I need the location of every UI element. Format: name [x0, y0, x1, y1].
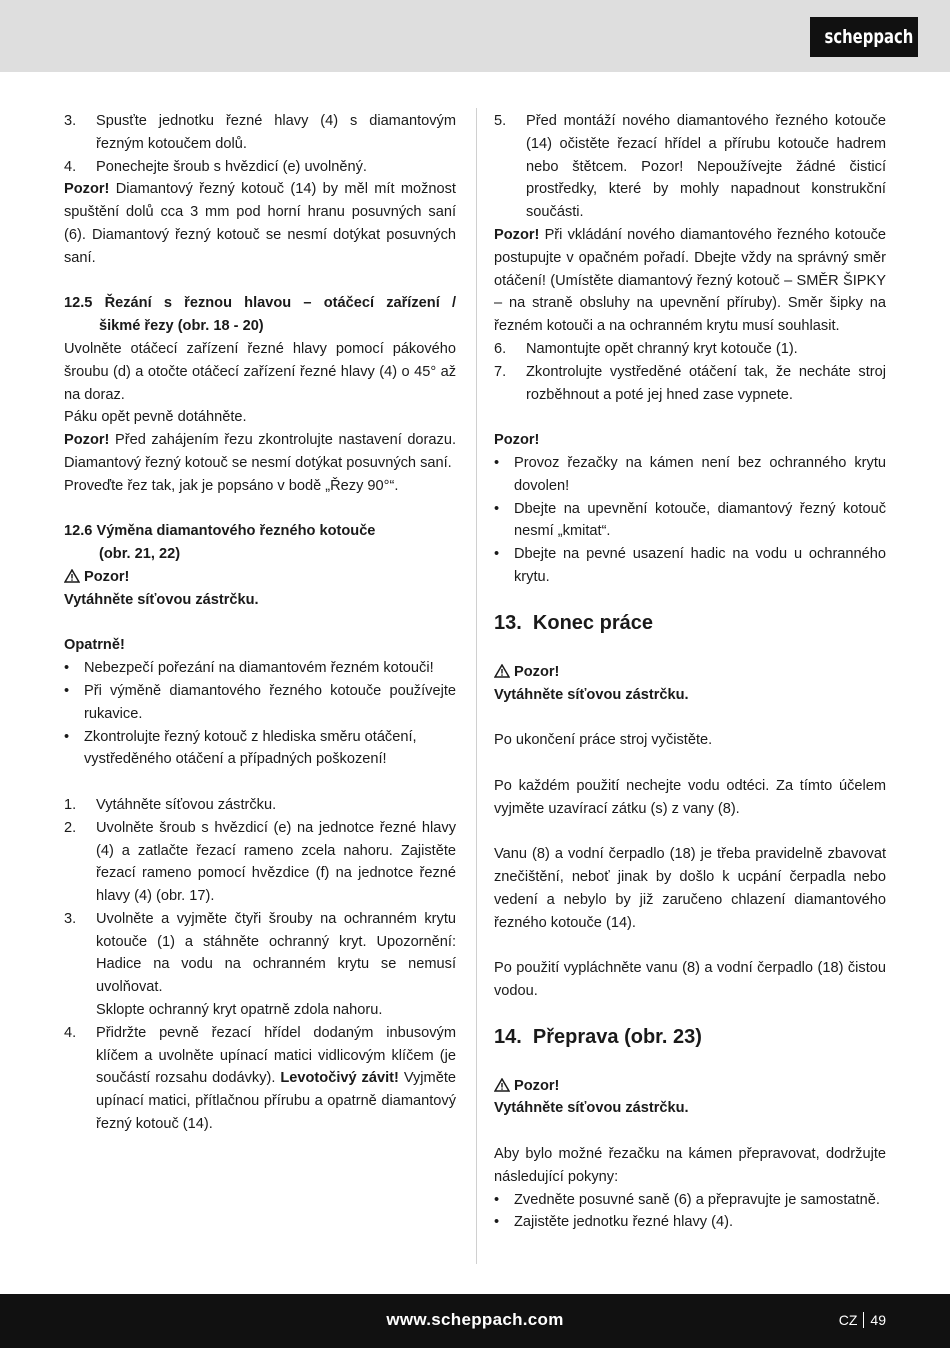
bullet-item — [64, 726, 456, 772]
bullet-text: Při výměně diamantového řezného kotouče používejte rukavice. — [84, 682, 456, 722]
step-number: 4. — [64, 158, 77, 175]
caution-text: Při vkládání nového diamantového řezného kotouče postupujte v opačném pořadí. Dbejte vždy na správný směr otáčení! (Umístěte diamantový řezný kotouč – SMĚR ŠIPKY – na straně obsluhy na upevnění příruby). Směr šipky na řezném kotouči a na ochranném krytu musí souhlasit. — [494, 226, 886, 335]
bullet-dot: • — [494, 500, 500, 517]
bullet-dot: • — [64, 660, 70, 677]
step-number: 6. — [494, 340, 507, 357]
step-text — [96, 908, 456, 1022]
bullet-item — [64, 680, 456, 726]
step-item — [64, 817, 456, 908]
bullet-item — [494, 452, 886, 498]
caution-text: Diamantový řezný kotouč (14) by měl mít možnost spuštění dolů cca 3 mm pod horní hranu posuvných saní (6). Diamantový řezný kotouč se nesmí dotýkat posuvných saní. — [64, 181, 456, 266]
step-text: Před montáží nového diamantového řezného kotouče (14) očistěte řezací hřídel a přírubu kotouče hadrem nebo štětcem. Pozor! Nepoužívejte žádné čisticí prostředky, které by mohly napadnout konstrukční součásti. — [526, 113, 886, 221]
paragraph: Po použití vypláchněte vanu (8) a vodní čerpadlo (18) čistou vodou. — [494, 960, 886, 999]
bullet-item — [64, 657, 456, 680]
caution-label: Pozor! — [64, 181, 110, 198]
section-heading-12-5 — [64, 292, 456, 338]
bullet-dot: • — [64, 728, 70, 745]
footer-url-link[interactable]: www.scheppach.com — [386, 1310, 564, 1329]
caution-note — [64, 178, 456, 269]
warning-triangle-icon — [494, 664, 510, 678]
bullet-dot: • — [494, 1214, 500, 1231]
step-item — [494, 361, 886, 407]
warning-text: Vytáhněte síťovou zástrčku. — [494, 686, 689, 703]
step-number: 4. — [64, 1024, 77, 1041]
step-text-part: Sklopte ochranný kryt opatrně zdola nahoru. — [96, 1002, 383, 1019]
paragraph: Páku opět pevně dotáhněte. — [64, 409, 247, 426]
paragraph: Uvolněte otáčecí zařízení řezné hlavy pomocí pákového šroubu (d) a otočte otáčecí zařízení řezné hlavy (4) o 45° až na doraz. — [64, 340, 456, 403]
page-number: 49 — [870, 1312, 886, 1328]
brand-logo — [810, 17, 918, 57]
step-item — [64, 156, 456, 179]
bullet-item — [494, 1211, 886, 1234]
bullet-text: Provoz řezačky na kámen není bez ochranného krytu dovolen! — [514, 454, 886, 494]
step-text: Spusťte jednotku řezné hlavy (4) s diamantovým řezným kotoučem dolů. — [96, 113, 456, 152]
caution-label: Pozor! — [64, 432, 110, 449]
bullet-text: Nebezpečí pořezání na diamantovém řezném kotouči! — [84, 660, 434, 677]
step-text: Zkontrolujte vystředěné otáčení tak, že necháte stroj rozběhnout a poté jej hned zase vypnete. — [526, 363, 886, 403]
warning-label: Pozor! — [84, 568, 130, 585]
caution-note — [494, 224, 886, 338]
warning-label: Pozor! — [514, 663, 560, 680]
warning-text: Vytáhněte síťovou zástrčku. — [494, 1100, 689, 1117]
warning-text: Vytáhněte síťovou zástrčku. — [64, 591, 259, 608]
step-item — [64, 794, 456, 817]
section-heading-12-6 — [64, 520, 456, 566]
bullet-dot: • — [64, 682, 70, 699]
bullet-text: Dbejte na pevné usazení hadic na vodu u ochranného krytu. — [514, 546, 886, 585]
step-text: Uvolněte šroub s hvězdicí (e) na jednotce řezné hlavy (4) a zatlačte řezací rameno zcela nahoru. Zajistěte řezací rameno pomocí hvězdice (f) na jednotce řezné hlavy (4) (obr. 17). — [96, 819, 456, 905]
column-divider — [476, 108, 477, 1264]
caution-heading: Opatrně! — [64, 637, 125, 654]
caution-heading: Pozor! — [494, 432, 540, 449]
bullet-item — [494, 498, 886, 544]
warning-triangle-icon — [494, 1078, 510, 1092]
step-item — [64, 908, 456, 1022]
warning-block — [494, 1075, 886, 1121]
section-heading-13: 13. Konec práce — [494, 611, 653, 634]
bullet-text: Zkontrolujte řezný kotouč z hlediska směru otáčení, vystředěného otáčení a případných poškození! — [84, 728, 417, 768]
bullet-item — [494, 543, 886, 589]
step-text-part: Vyjměte upínací matici, přítlačnou přírubu a opatrně diamantový řezný kotouč (14). — [96, 1070, 456, 1133]
step-number: 7. — [494, 363, 507, 380]
warning-label: Pozor! — [514, 1077, 560, 1094]
page-indicator — [839, 1308, 886, 1332]
left-column — [64, 110, 456, 1136]
step-number: 5. — [494, 113, 507, 129]
step-text-part: Přidržte pevně řezací hřídel dodaným inbusovým klíčem a uvolněte upínací matici vidlicovým klíčem (je součástí rozsahu dodávky). — [96, 1024, 456, 1087]
step-text: Ponechejte šroub s hvězdicí (e) uvolněný. — [96, 158, 367, 175]
bullet-text: Dbejte na upevnění kotouče, diamantový řezný kotouč nesmí „kmitat“. — [514, 500, 886, 540]
bullet-dot: • — [494, 1191, 500, 1208]
header-bar — [0, 0, 950, 72]
section-heading-14: 14. Přeprava (obr. 23) — [494, 1025, 702, 1048]
caution-label: Pozor! — [494, 226, 540, 243]
language-code: CZ — [838, 1312, 858, 1328]
emphasis-text: Levotočivý závit! — [280, 1070, 399, 1087]
step-text: Namontujte opět chranný kryt kotouče (1). — [526, 340, 798, 357]
step-number: 3. — [64, 113, 77, 129]
step-item — [64, 1022, 456, 1136]
step-text-part: Uvolněte a vyjměte čtyři šrouby na ochranném krytu kotouče (1) a stáhněte ochranný kryt. Upozornění: Hadice na vodu na ochranném krytu se nemusí uvolňovat. — [96, 910, 456, 996]
bullet-item — [494, 1189, 886, 1212]
right-column — [494, 110, 886, 1234]
paragraph: Vanu (8) a vodní čerpadlo (18) je třeba pravidelně zbavovat znečištění, neboť jinak by došlo k ucpání čerpadla nebo vedení a nebylo by již zaručeno chlazení diamantového řezného kotouče (14). — [494, 846, 886, 931]
step-text: Vytáhněte síťovou zástrčku. — [96, 796, 277, 813]
brand-logo-text: scheppach — [824, 26, 914, 48]
page-separator — [863, 1312, 864, 1328]
bullet-dot: • — [494, 546, 500, 563]
paragraph: Po každém použití nechejte vodu odtéci. Za tímto účelem vyjměte uzavírací zátku (s) z vany (8). — [494, 777, 886, 817]
step-number: 3. — [64, 910, 77, 927]
bullet-text: Zajistěte jednotku řezné hlavy (4). — [514, 1214, 734, 1231]
warning-block — [64, 566, 456, 612]
heading-line: šikmé řezy (obr. 18 - 20) — [99, 318, 264, 335]
step-text — [96, 1022, 456, 1136]
step-number: 2. — [64, 819, 77, 836]
paragraph: Po ukončení práce stroj vyčistěte. — [494, 732, 713, 749]
caution-note — [64, 429, 456, 475]
step-item — [494, 110, 886, 224]
bullet-dot: • — [494, 454, 500, 471]
step-item — [64, 110, 456, 156]
heading-line: 12.6 Výměna diamantového řezného kotouče — [64, 523, 376, 540]
warning-triangle-icon — [64, 569, 80, 583]
paragraph: Aby bylo možné řezačku na kámen přepravovat, dodržujte následující pokyny: — [494, 1146, 886, 1185]
footer-bar — [0, 1294, 950, 1348]
paragraph: Proveďte řez tak, jak je popsáno v bodě „Řezy 90°“. — [64, 477, 399, 494]
step-item — [494, 338, 886, 361]
heading-line: 12.5 Řezání s řeznou hlavou – otáčecí zařízení / — [64, 295, 456, 312]
bullet-text: Zvedněte posuvné saně (6) a přepravujte je samostatně. — [514, 1191, 880, 1208]
warning-block — [494, 661, 886, 707]
heading-line: (obr. 21, 22) — [99, 546, 181, 563]
step-number: 1. — [64, 796, 77, 813]
caution-text: Před zahájením řezu zkontrolujte nastavení dorazu. Diamantový řezný kotouč se nesmí dotýkat posuvných saní. — [64, 432, 456, 471]
